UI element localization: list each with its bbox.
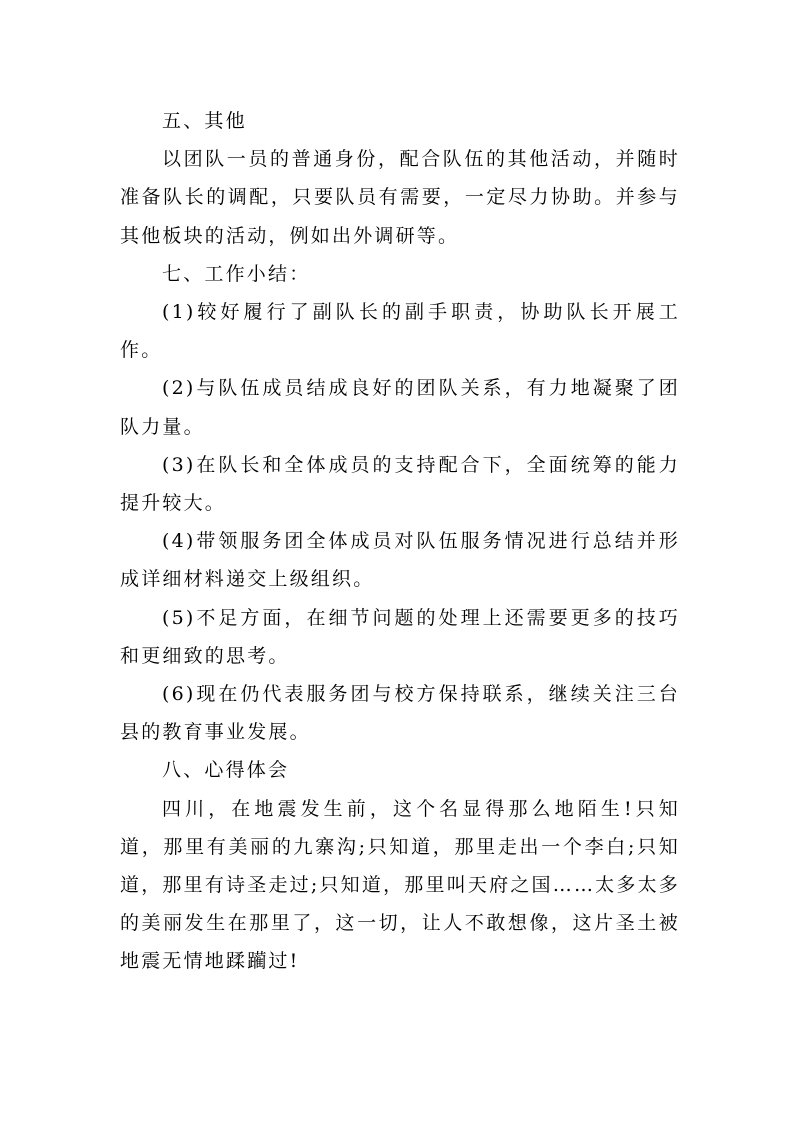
summary-item-4: (4)带领服务团全体成员对队伍服务情况进行总结并形成详细材料递交上级组织。: [120, 530, 680, 591]
summary-item-1: (1)较好履行了副队长的副手职责，协助队长开展工作。: [120, 301, 680, 362]
section-heading-reflections: 八、心得体会: [162, 759, 290, 782]
summary-item-3: (3)在队长和全体成员的支持配合下，全面统筹的能力提升较大。: [120, 453, 680, 515]
summary-item-5: (5)不足方面，在细节问题的处理上还需要更多的技巧和更细致的思考。: [120, 606, 680, 667]
document-body: [120, 102, 680, 981]
body-paragraph-other-activities: 以团队一员的普通身份，配合队伍的其他活动，并随时准备队长的调配，只要队员有需要，一定尽力协助。并参与其他板块的活动，例如出外调研等。: [120, 148, 680, 247]
summary-item-6: (6)现在仍代表服务团与校方保持联系，继续关注三台县的教育事业发展。: [120, 683, 680, 744]
section-heading-work-summary: 七、工作小结：: [162, 262, 311, 285]
body-paragraph-sichuan: 四川，在地震发生前，这个名显得那么地陌生!只知道，那里有美丽的九寨沟;只知道，那里走出一个李白;只知道，那里有诗圣走过;只知道，那里叫天府之国……太多太多的美丽发生在那里了，这一切，让人不敢想像，这片圣土被地震无情地蹂躏过!: [120, 797, 680, 973]
summary-item-2: (2)与队伍成员结成良好的团队关系，有力地凝聚了团队力量。: [120, 377, 680, 438]
section-heading-other: 五、其他: [162, 110, 247, 132]
